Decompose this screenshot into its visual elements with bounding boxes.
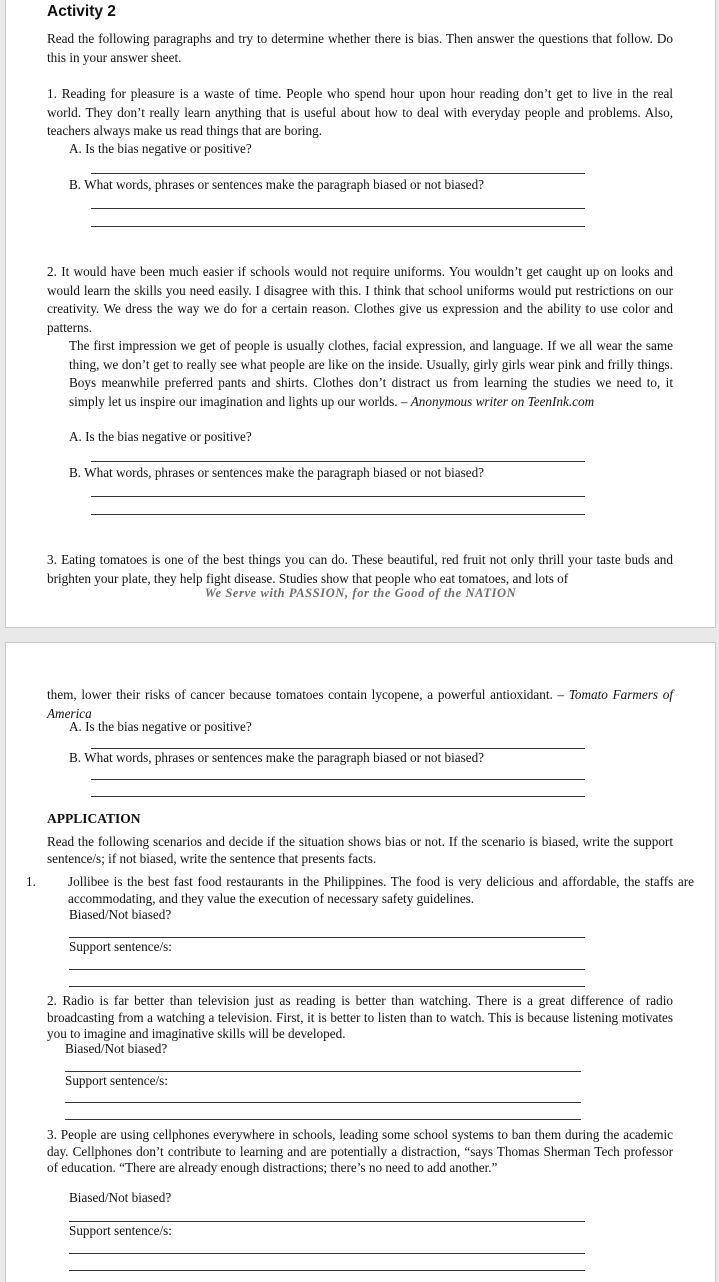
scenario-1: [26, 874, 694, 907]
item-3-question-b: B. What words, phrases or sentences make the paragraph biased or not biased?: [69, 750, 485, 765]
answer-line[interactable]: [91, 496, 585, 497]
answer-line[interactable]: [69, 986, 585, 987]
answer-line[interactable]: [91, 226, 585, 227]
scenario-1-number: 1.: [26, 874, 36, 889]
answer-line[interactable]: [65, 1119, 581, 1120]
item-3-text: them, lower their risks of cancer because tomatoes contain lycopene, a powerful antioxidant. –: [47, 687, 565, 702]
answer-line[interactable]: [91, 461, 585, 462]
item-2-question-a: A. Is the bias negative or positive?: [69, 429, 252, 444]
item-1-question-b: B. What words, phrases or sentences make the paragraph biased or not biased?: [69, 177, 485, 192]
answer-line[interactable]: [91, 208, 585, 209]
item-2-quote: The first impression we get of people is usually clothes, facial expression, and language. If we all wear the same thing, we don’t get to really see what people are like on the inside. Usually, girly girls wear pink and frilly things. Boys meanwhile preferred pants and shirts. Clothes don’t distract us from learning the studies we need to, it simply let us inspire our imagination and lights up our worlds. –: [69, 338, 673, 409]
item-3-question-a: A. Is the bias negative or positive?: [69, 719, 252, 734]
scenario-1-biased-prompt: Biased/Not biased?: [69, 907, 172, 922]
answer-line[interactable]: [91, 796, 585, 797]
item-3-paragraph-start: 3. Eating tomatoes is one of the best things you can do. These beautiful, red fruit not only thrill your taste buds and brighten your plate, they help fight disease. Studies show that people who eat tomatoes, and lots of: [47, 552, 673, 586]
scenario-3-support-prompt: Support sentence/s:: [69, 1223, 172, 1238]
scenario-2-biased-prompt: Biased/Not biased?: [65, 1041, 168, 1056]
answer-line[interactable]: [91, 173, 585, 174]
scenario-2-support-prompt: Support sentence/s:: [65, 1073, 168, 1088]
scenario-1-text: Jollibee is the best fast food restaurants in the Philippines. The food is very delicious and affordable, the staffs are accommodating, and they value the execution of necessary safety guidelines.: [68, 874, 694, 906]
activity-heading: Activity 2: [47, 3, 116, 20]
answer-line[interactable]: [91, 514, 585, 515]
answer-line[interactable]: [69, 1270, 585, 1271]
answer-line[interactable]: [69, 969, 585, 970]
item-1-paragraph: 1. Reading for pleasure is a waste of time. People who spend hour upon hour reading don’t get to live in the real world. They don’t really learn anything that is useful about how to deal with everyday people and problems. Also, teachers always make us read things that are boring.: [47, 86, 673, 138]
answer-line[interactable]: [65, 1102, 581, 1103]
item-2-paragraph: 2. It would have been much easier if schools would not require uniforms. You wouldn’t get caught up on looks and would learn the skills you need easily. I disagree with this. I think that school uniforms would put restrictions on our creativity. We dress the way we do for a certain reason. Clothes give us expression and the ability to use color and patterns.: [47, 264, 673, 335]
page-footer-motto: We Serve with PASSION, for the Good of the NATION: [204, 586, 517, 600]
document-page-2: [5, 642, 716, 1282]
item-2-question-b: B. What words, phrases or sentences make the paragraph biased or not biased?: [69, 465, 485, 480]
document-page-1: [5, 0, 716, 628]
answer-line[interactable]: [69, 1253, 585, 1254]
scenario-3-biased-prompt: Biased/Not biased?: [69, 1190, 172, 1205]
item-2-paragraph-continued: [69, 337, 673, 411]
activity-intro: Read the following paragraphs and try to determine whether there is bias. Then answer the questions that follow. Do this in your answer sheet.: [47, 31, 673, 65]
scenario-2: 2. Radio is far better than television just as reading is better than watching. There is a great difference of radio broadcasting from a watching a television. First, it is better to listen than to watch. This is because listening motivates you to imagine and imaginative skills will be developed.: [47, 993, 673, 1041]
item-1-question-a: A. Is the bias negative or positive?: [69, 141, 252, 156]
application-instructions: Read the following scenarios and decide if the situation shows bias or not. If the scenario is biased, write the support sentence/s; if not biased, write the sentence that presents facts.: [47, 834, 673, 866]
scenario-3: 3. People are using cellphones everywhere in schools, leading some school systems to ban them during the academic day. Cellphones don’t contribute to learning and are potentially a distraction, “says Thomas Sherman Tech professor of education. “There are already enough distractions; there’s no need to add another.”: [47, 1127, 673, 1175]
application-heading: APPLICATION: [47, 811, 141, 826]
scenario-1-support-prompt: Support sentence/s:: [69, 939, 172, 954]
item-2-source: Anonymous writer on TeenInk.com: [410, 393, 595, 409]
answer-line[interactable]: [91, 779, 585, 780]
item-3-source: Tomato Farmers of America: [47, 687, 673, 721]
